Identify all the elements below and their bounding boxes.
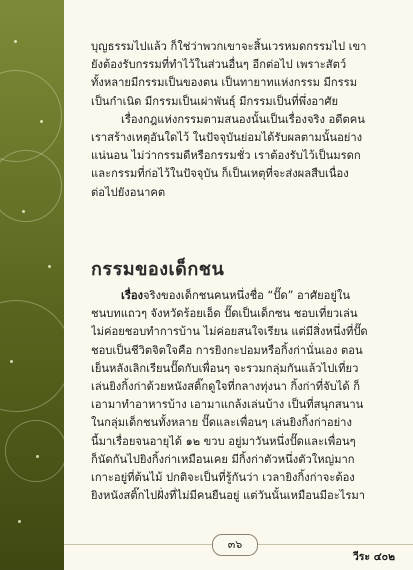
text-line: ก็นัดกันไปยิงกิ้งก่าเหมือนเคย มีกิ้งก่าตัวหนึ่งตัวใหญ่มาก [91, 452, 355, 466]
text-line: เราสร้างเหตุอันใดไว้ ในปัจจุบันย่อมได้รับผลตามนั้นอย่าง [91, 131, 363, 145]
sparkle-dot [10, 360, 13, 363]
text-line: ต่อไปยังอนาคต [91, 185, 166, 199]
text-line: เกาะอยู่ที่ต้นไม้ ปกติจะเป็นที่รู้กันว่า เวลายิงกิ้งก่าจะต้อง [91, 471, 355, 485]
text-line: แน่นอน ไม่ว่ากรรมดีหรือกรรมชั่ว เราต้องรับไว้เป็นมรดก [91, 149, 361, 163]
text-line: และกรรมที่ก่อไว้ในปัจจุบัน ก็เป็นเหตุที่จะส่งผลสืบเนื่อง [91, 167, 349, 181]
text-line: เล่นยิงกิ้งก่าด้วยหนังสติ๊กดูใจที่กลางทุ่งนา กิ้งก่าที่จับได้ ก็ [91, 380, 360, 394]
text-line: นี้มาเรื่อยจนอายุได้ ๑๒ ขวบ อยู่มาวันหนึ่งปั๊ดและเพื่อนๆ [91, 434, 356, 448]
issue-label: วีระ ๔๐๒ [352, 551, 395, 563]
page-content [64, 0, 413, 570]
sparkle-dot [36, 455, 39, 458]
text-line: เอามาทำอาหารบ้าง เอามาแกล้งเล่นบ้าง เป็นที่สนุกสนาน [91, 398, 364, 412]
swirl-ornament [0, 70, 62, 162]
text-line: ในกลุ่มเด็กชนทั้งหลาย ปั๊ดและเพื่อนๆ เล่นยิงกิ้งก่าอย่าง [91, 416, 352, 430]
text-line: ชนบทแถวๆ จังหวัดร้อยเอ็ด ปั๊ดเป็นเด็กซน ชอบเที่ยวเล่น [91, 307, 358, 321]
text-line: เย็นหลังเลิกเรียนปั๊ดกับเพื่อนๆ จะรวมกลุ่มกันแล้วไปเที่ยว [91, 361, 359, 375]
text-line: ไม่ค่อยชอบทำการบ้าน ไม่ค่อยสนใจเรียน แต่มีสิ่งหนึ่งที่ปั๊ด [91, 325, 368, 339]
text-line [91, 287, 397, 305]
swirl-ornament [0, 300, 64, 412]
text-line: เป็นกำเนิด มีกรรมเป็นเผ่าพันธุ์ มีกรรมเป็นที่พึ่งอาศัย [91, 94, 339, 108]
section-heading: กรรมของเด็กชน [91, 259, 225, 280]
text-line: ชอบเป็นชีวิตจิตใจคือ การยิงกะปอมหรือกิ้งก่านั่นเอง ตอน [91, 343, 363, 357]
lead-word: เรื่อง [121, 289, 144, 302]
text-line: เรื่องกฎแห่งกรรมตามสนองนั้นเป็นเรื่องจริง อดีตคน [121, 112, 365, 126]
decorative-sidebar [0, 0, 64, 570]
text-line: ยังต้องรับกรรมที่ทำไว้ในส่วนอื่นๆ อีกต่อไป เพราะสัตว์ [91, 58, 347, 72]
swirl-ornament [5, 420, 64, 482]
paragraph-intro [91, 38, 397, 202]
text-line: บุญธรรมไปแล้ว ก็ใช่ว่าพวกเขาจะสิ้นเวรหมดกรรมไป เขา [91, 40, 367, 53]
sparkle-dot [14, 40, 17, 43]
sparkle-dot [18, 520, 21, 523]
sparkle-dot [48, 265, 51, 268]
text-fragment: จริงของเด็กชนคนหนึ่งชื่อ “ปั๊ด” อาศัยอยู่ใน [143, 289, 351, 302]
swirl-ornament [0, 150, 62, 222]
text-line: ทั้งหลายมีกรรมเป็นของตน เป็นทายาทแห่งกรรม มีกรรม [91, 76, 358, 90]
sparkle-dot [22, 210, 25, 213]
sparkle-dot [40, 120, 43, 123]
text-line: ยิงหนังสติ๊กไปฝั่งที่ไม่มีคนยืนอยู่ แต่วันนั้นเหมือนมีอะไรมา [91, 489, 366, 503]
paragraph-story [91, 287, 397, 505]
page-number: ๓๖ [212, 534, 258, 556]
